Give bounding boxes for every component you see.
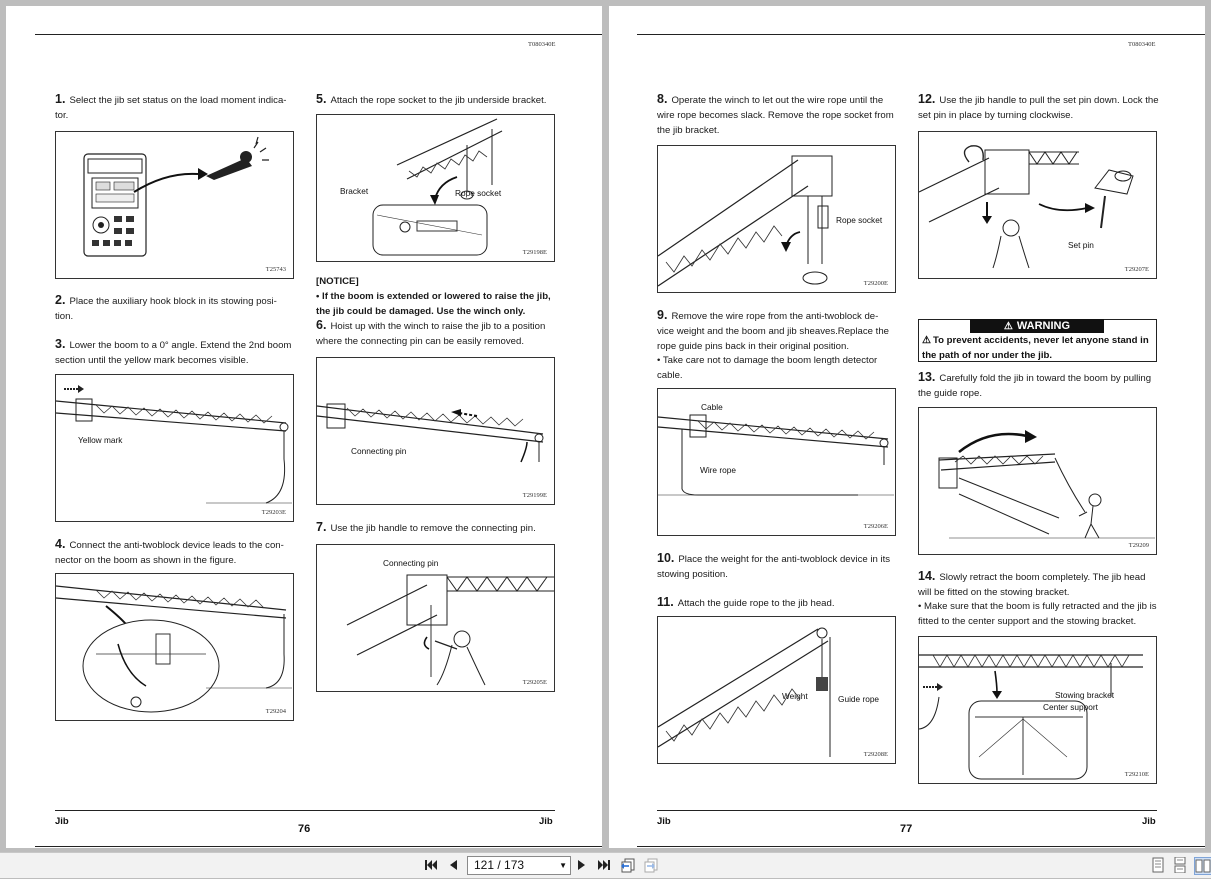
page-number-input[interactable] (467, 856, 571, 875)
load-moment-indicator-illustration (56, 132, 293, 278)
step-number: 6. (316, 318, 327, 332)
warning-icon: ⚠ (922, 335, 931, 346)
step-4 (55, 537, 292, 568)
footer-rule (657, 810, 1157, 811)
step-7 (316, 520, 556, 536)
step-14-note: • Make sure that the boom is fully retracted and the jib is fitted to the center support and the stowing bracket. (918, 601, 1157, 627)
figure-code: T29198E (522, 249, 547, 256)
notice-title: [NOTICE] (316, 276, 359, 287)
step-number: 2. (55, 293, 66, 307)
step-11 (657, 595, 897, 611)
warning-header (970, 319, 1104, 333)
step-number: 3. (55, 337, 66, 351)
step-text: Lower the boom to a 0° angle. Extend the 2nd boom section until the yellow mark becomes visible. (55, 340, 292, 366)
figure-code: T29207E (1124, 266, 1149, 273)
callout-rope-socket: Rope socket (455, 188, 502, 198)
figure-code: T29200E (863, 280, 888, 287)
set-pin-illustration (919, 132, 1156, 278)
step-text: Use the jib handle to remove the connecting pin. (330, 523, 536, 534)
step-text: Select the jib set status on the load moment indica- tor. (55, 95, 287, 121)
bottom-rule (637, 846, 1205, 847)
warning-title: WARNING (1016, 320, 1071, 332)
step-text: Attach the guide rope to the jib head. (677, 598, 835, 609)
step-text: Remove the wire rope from the anti-twoblock de- vice weight and the boom and jib sheaves.Replace the rope guide pins back in their original position. (657, 311, 889, 352)
step-number: 9. (657, 308, 668, 322)
step-8 (657, 92, 897, 138)
notice-text: • If the boom is extended or lowered to raise the jib, the jib could be damaged. Use the winch only. (316, 291, 551, 317)
step-text: Hoist up with the winch to raise the jib to a position where the connecting pin can be easily removed. (316, 321, 546, 347)
previous-page-icon[interactable] (445, 857, 461, 873)
footer-section-right: Jib (539, 816, 553, 827)
connector-illustration (56, 574, 293, 720)
stowing-illustration (919, 637, 1156, 783)
callout-wire-rope: Wire rope (700, 465, 736, 475)
warning-box (918, 319, 1157, 362)
step-10 (657, 551, 897, 582)
step-number: 13. (918, 370, 936, 384)
step-text: Slowly retract the boom completely. The jib head will be fitted on the stowing bracket. (918, 572, 1146, 598)
figure-anti-twoblock-connector (55, 573, 294, 721)
step-text: Place the weight for the anti-twoblock device in its stowing position. (657, 554, 891, 580)
figure-code: T29208E (863, 751, 888, 758)
figure-rope-socket-removal (657, 145, 896, 293)
step-9-note: • Take care not to damage the boom length detector cable. (657, 355, 878, 381)
callout-connecting-pin: Connecting pin (351, 446, 407, 456)
step-number: 10. (657, 551, 675, 565)
first-page-icon[interactable] (423, 857, 439, 873)
figure-wire-rope-removal (657, 388, 896, 536)
fold-jib-illustration (919, 408, 1156, 554)
step-number: 12. (918, 92, 936, 106)
step-text: Connect the anti-twoblock device leads to the con- nector on the boom as shown in the figure. (55, 540, 284, 566)
figure-fold-jib (918, 407, 1157, 555)
step-1 (55, 92, 292, 123)
go-forward-icon[interactable] (643, 857, 659, 873)
callout-cable: Cable (701, 402, 723, 412)
footer-section-left: Jib (657, 816, 671, 827)
step-14 (918, 569, 1160, 600)
figure-code: T29203E (261, 509, 286, 516)
jib-head-illustration (658, 617, 895, 763)
boom-cable-illustration (658, 389, 895, 535)
figure-code: T29209 (1128, 542, 1149, 549)
figure-load-moment-indicator (55, 131, 294, 279)
warning-body (922, 333, 1154, 363)
step-3 (55, 337, 292, 368)
callout-rope-socket: Rope socket (836, 215, 883, 225)
viewer-toolbar (0, 852, 1211, 878)
chevron-down-icon[interactable]: ▼ (559, 861, 567, 870)
figure-code: T29199E (522, 492, 547, 499)
step-text: Operate the winch to let out the wire rope until the wire rope becomes slack. Remove the rope socket from the jib bracket. (657, 95, 894, 136)
warning-text: To prevent accidents, never let anyone stand in the path of nor under the jib. (922, 335, 1149, 361)
figure-code: T29204 (265, 708, 286, 715)
bottom-rule (35, 846, 602, 847)
step-number: 11. (657, 595, 674, 609)
figure-code: T29210E (1124, 771, 1149, 778)
figure-stowing-bracket (918, 636, 1157, 784)
warning-icon: ⚠ (1003, 321, 1013, 332)
step-text: Carefully fold the jib in toward the boom by pulling the guide rope. (918, 373, 1152, 399)
step-number: 7. (316, 520, 327, 534)
step-12 (918, 92, 1160, 123)
figure-guide-rope (657, 616, 896, 764)
page-number: 77 (900, 823, 913, 835)
figure-code: T29206E (863, 523, 888, 530)
step-2 (55, 293, 292, 324)
doc-code: T080340E (1128, 41, 1156, 48)
footer-rule (55, 810, 555, 811)
callout-bracket: Bracket (340, 186, 369, 196)
step-text: Place the auxiliary hook block in its stowing posi- tion. (55, 296, 277, 322)
figure-set-pin (918, 131, 1157, 279)
figure-connecting-pin-raise (316, 357, 555, 505)
callout-center-support: Center support (1043, 702, 1098, 712)
step-13 (918, 370, 1160, 401)
boom-illustration (56, 375, 293, 521)
callout-connecting-pin: Connecting pin (383, 558, 439, 568)
footer-section-left: Jib (55, 816, 69, 827)
go-back-icon[interactable] (620, 857, 636, 873)
single-page-view-icon[interactable] (1150, 857, 1166, 873)
next-page-icon[interactable] (574, 857, 590, 873)
last-page-icon[interactable] (596, 857, 612, 873)
callout-weight: Weight (782, 691, 808, 701)
figure-code: T25743 (265, 266, 286, 273)
jib-raise-illustration (317, 358, 554, 504)
step-5 (316, 92, 554, 108)
header-rule (35, 34, 602, 35)
figure-remove-connecting-pin (316, 544, 555, 692)
figure-code: T29205E (522, 679, 547, 686)
callout-guide-rope: Guide rope (838, 694, 880, 704)
step-6 (316, 318, 556, 349)
callout-set-pin: Set pin (1068, 240, 1094, 250)
step-number: 1. (55, 92, 66, 106)
two-page-view-icon[interactable] (1194, 857, 1211, 875)
step-text: Attach the rope socket to the jib underside bracket. (330, 95, 547, 106)
callout-yellow-mark: Yellow mark (78, 435, 123, 445)
page-number: 76 (298, 823, 311, 835)
header-rule (637, 34, 1205, 35)
step-number: 5. (316, 92, 327, 106)
continuous-view-icon[interactable] (1172, 857, 1188, 873)
right-document-page (609, 6, 1205, 848)
figure-boom-yellow-mark (55, 374, 294, 522)
footer-section-right: Jib (1142, 816, 1156, 827)
figure-rope-socket-bracket (316, 114, 555, 262)
step-9 (657, 308, 897, 354)
page-indicator: 121 / 173 (474, 858, 525, 872)
step-number: 14. (918, 569, 936, 583)
step-number: 4. (55, 537, 66, 551)
step-number: 8. (657, 92, 668, 106)
step-text: Use the jib handle to pull the set pin down. Lock the set pin in place by turning clockwise. (918, 95, 1159, 121)
left-document-page (6, 6, 602, 848)
doc-code: T080340E (528, 41, 556, 48)
callout-stowing-bracket: Stowing bracket (1055, 690, 1115, 700)
